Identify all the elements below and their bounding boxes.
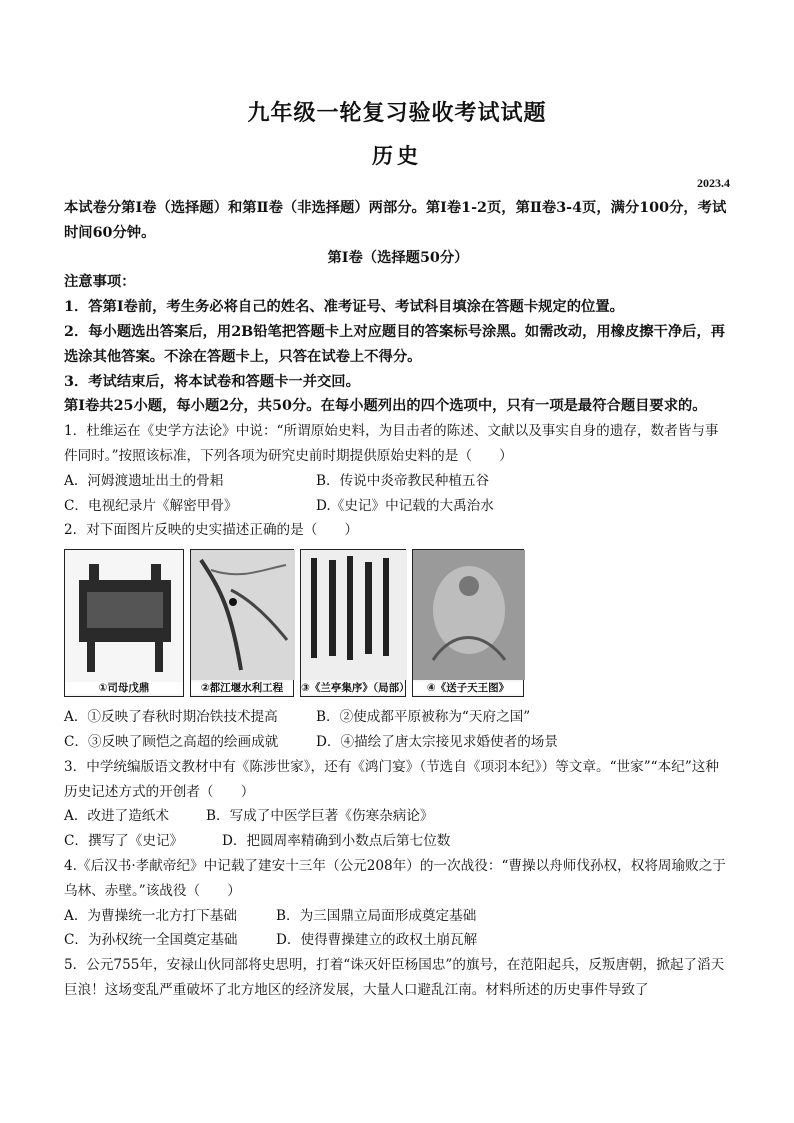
- notes-heading: 注意事项：: [64, 274, 136, 291]
- exam-date: 2023.4: [697, 176, 730, 190]
- question-1-options-row-1: [64, 469, 732, 494]
- option-c: C．③反映了顾恺之高超的绘画成就: [64, 733, 279, 750]
- dujiangyan-map-image: [191, 550, 295, 680]
- option-d: D．使得曹操建立的政权土崩瓦解: [276, 932, 478, 949]
- option-c: C．电视纪录片《解密甲骨》: [64, 497, 238, 514]
- note-item: 3．考试结束后，将本试卷和答题卡一并交回。: [64, 373, 360, 390]
- question-2-figure: [64, 549, 532, 699]
- painting-image: [413, 550, 525, 680]
- question-1-options-row-2: [64, 494, 732, 519]
- option-a: A．①反映了春秋时期冶铁技术提高: [64, 709, 278, 726]
- picture-dujiangyan-map: [190, 549, 294, 697]
- note-item: 1．答第Ⅰ卷前，考生务必将自己的姓名、准考证号、考试科目填涂在答题卡规定的位置。: [64, 299, 624, 316]
- question-3-stem: 3．中学统编版语文教材中有《陈涉世家》，还有《鸿门宴》（节选自《项羽本纪》）等文章。“世家”“本纪”这种历史记述方式的开创者（ ）: [64, 758, 719, 800]
- option-b: B．②使成都平原被称为“天府之国”: [316, 709, 531, 726]
- question-4-options-row-2: [64, 928, 732, 953]
- exam-content: [64, 196, 732, 1003]
- exam-title: 九年级一轮复习验收考试试题: [247, 100, 547, 126]
- question-3-options-row-1: [64, 804, 732, 829]
- question-2-stem: 2．对下面图片反映的史实描述正确的是（ ）: [64, 522, 359, 539]
- option-b: B．为三国鼎立局面形成奠定基础: [276, 907, 477, 924]
- option-d: D．把圆周率精确到小数点后第七位数: [222, 833, 451, 850]
- picture-painting: [412, 549, 524, 697]
- question-5-stem: 5．公元755年，安禄山伙同部将史思明，打着“诛灭奸臣杨国忠”的旗号，在范阳起兵，反叛唐朝，掀起了滔天巨浪！这场变乱严重破坏了北方地区的经济发展，大量人口避乱江南。材料所述的历史事件导致了: [64, 957, 725, 998]
- option-c: C．为孙权统一全国奠定基础: [64, 932, 238, 949]
- caption-1: ①司母戊鼎: [65, 682, 183, 694]
- question-2-options-row-2: [64, 730, 732, 755]
- section-heading: 第Ⅰ卷（选择题50分）: [327, 249, 469, 266]
- option-a: A．河姆渡遗址出土的骨耜: [64, 472, 224, 489]
- caption-2: ②都江堰水利工程: [191, 682, 293, 694]
- question-1-stem: 1．杜维运在《史学方法论》中说：“所谓原始史料，为目击者的陈述、文献以及事实自身的遗存，数者皆与事件同时。”按照该标准，下列各项为研究史前时期提供原始史料的是（ ）: [64, 423, 719, 464]
- calligraphy-image: [301, 550, 407, 680]
- question-3-options-row-2: [64, 829, 732, 854]
- caption-4: ④《送子天王图》: [413, 682, 523, 694]
- bronze-ding-image: [65, 550, 185, 680]
- question-4-stem: 4.《后汉书·孝献帝纪》中记载了建安十三年（公元208年）的一次战役：“曹操以舟师伐孙权，权将周瑜败之于乌林、赤壁。”该战役（ ）: [64, 857, 726, 899]
- question-4-options-row-1: [64, 904, 732, 929]
- option-b: B．传说中炎帝教民种植五谷: [316, 472, 490, 489]
- option-d: D.《史记》中记载的大禹治水: [316, 497, 494, 514]
- question-2-options-row-1: [64, 705, 732, 730]
- exam-subject: 历史: [372, 143, 422, 168]
- option-b: B．写成了中医学巨著《伤寒杂病论》: [206, 808, 434, 825]
- note-item: 2．每小题选出答案后，用2B铅笔把答题卡上对应题目的答案标号涂黑。如需改动，用橡皮擦干净后，再选涂其他答案。不涂在答题卡上，只答在试卷上不得分。: [64, 323, 726, 365]
- option-c: C．撰写了《史记》: [64, 833, 184, 850]
- picture-calligraphy: [300, 549, 410, 697]
- option-d: D．④描绘了唐太宗接见求婚使者的场景: [316, 733, 558, 750]
- option-a: A．为曹操统一北方打下基础: [64, 907, 237, 924]
- intro-text: 本试卷分第Ⅰ卷（选择题）和第Ⅱ卷（非选择题）两部分。第Ⅰ卷1-2页，第Ⅱ卷3-4页，满分100分，考试时间60分钟。: [64, 200, 727, 241]
- option-a: A．改进了造纸术: [64, 808, 169, 825]
- picture-bronze-ding: [64, 549, 184, 697]
- section-instruction: 第Ⅰ卷共25小题，每小题2分，共50分。在每小题列出的四个选项中，只有一项是最符合题目要求的。: [64, 398, 707, 415]
- caption-3: ③《兰亭集序》（局部）: [301, 682, 410, 695]
